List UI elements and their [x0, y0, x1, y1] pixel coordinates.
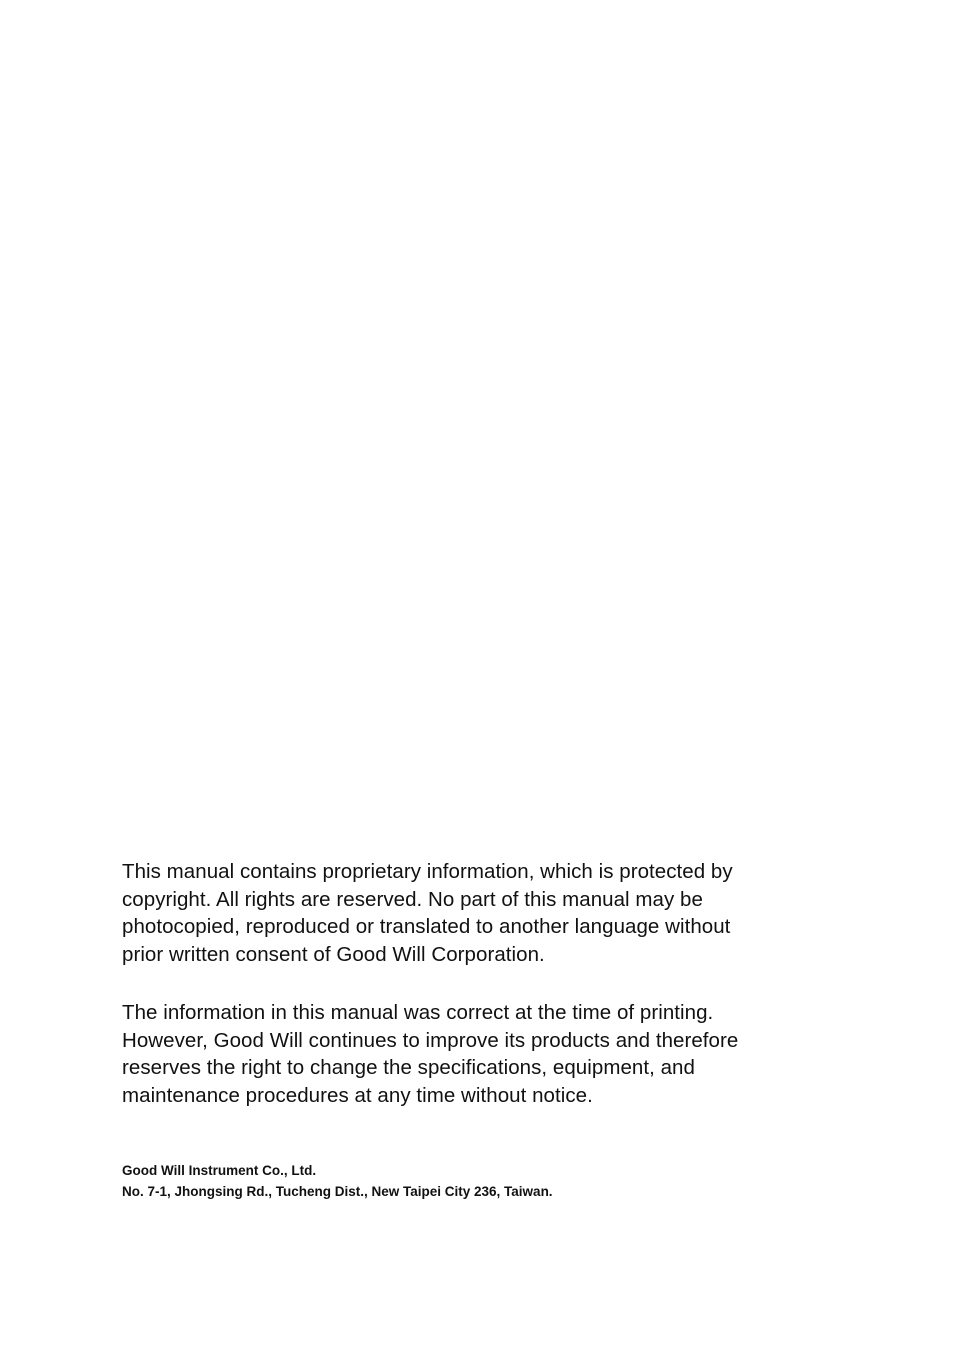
copyright-notice — [122, 858, 822, 1109]
company-address-block — [122, 1160, 822, 1202]
paragraph-line: copyright. All rights are reserved. No part of this manual may be — [122, 887, 703, 911]
paragraph-line: prior written consent of Good Will Corporation. — [122, 942, 545, 966]
paragraph-line: However, Good Will continues to improve its products and therefore — [122, 1028, 739, 1052]
paragraph-line: maintenance procedures at any time without notice. — [122, 1083, 593, 1107]
paragraph-line: This manual contains proprietary information, which is protected by — [122, 860, 733, 883]
paragraph-line: The information in this manual was correct at the time of printing. — [122, 1001, 714, 1024]
company-name: Good Will Instrument Co., Ltd. — [122, 1163, 317, 1178]
paragraph-line: photocopied, reproduced or translated to another language without — [122, 915, 731, 938]
disclaimer-paragraph — [122, 999, 822, 1109]
company-address: No. 7-1, Jhongsing Rd., Tucheng Dist., New Taipei City 236, Taiwan. — [122, 1184, 553, 1199]
paragraph-line: reserves the right to change the specifications, equipment, and — [122, 1056, 695, 1079]
proprietary-paragraph — [122, 858, 822, 968]
